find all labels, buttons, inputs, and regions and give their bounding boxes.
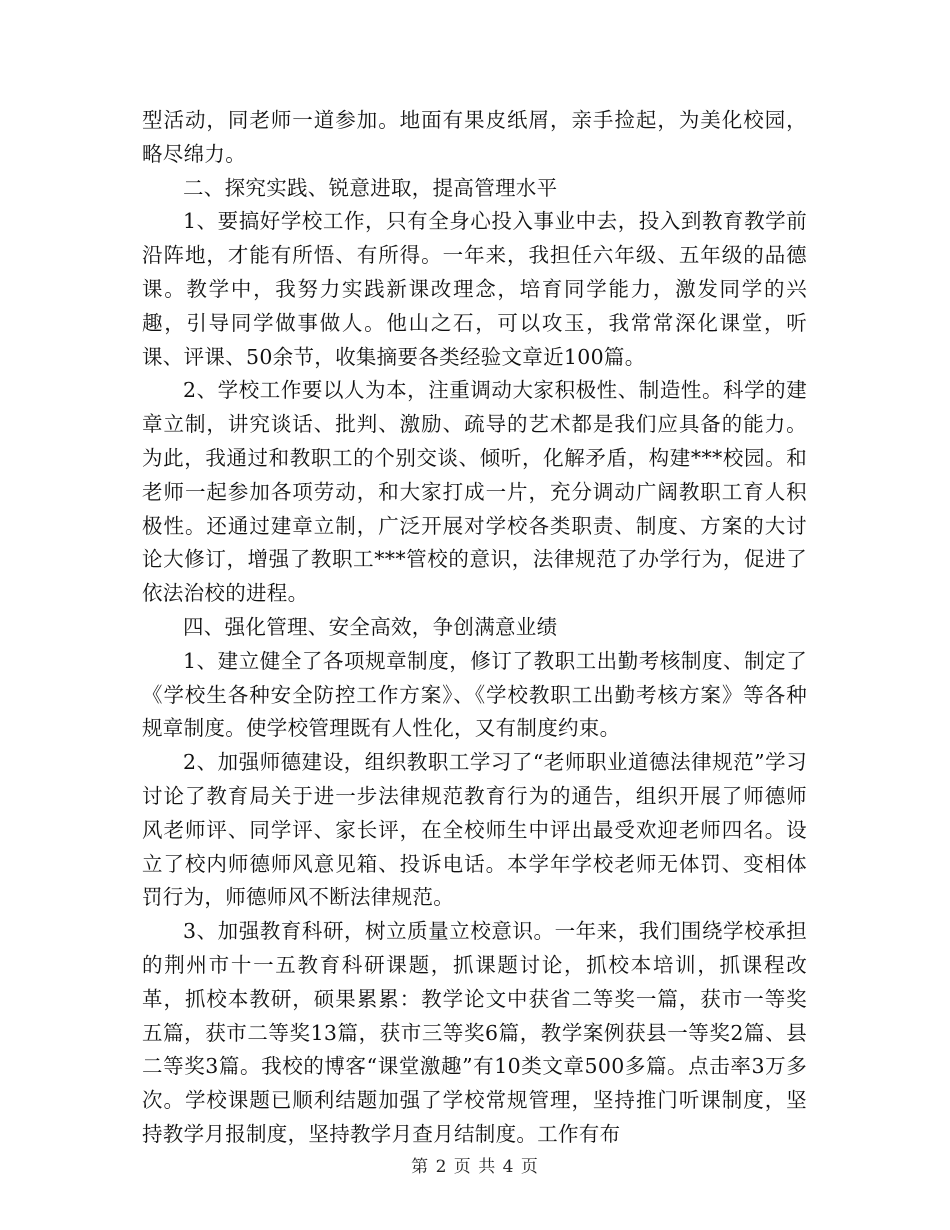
paragraph-2: 2、学校工作要以人为本，注重调动大家积极性、制造性。科学的建章立制，讲究谈话、批判、激励、疏导的艺术都是我们应具备的能力。为此，我通过和教职工的个别交谈、倾听，化解矛盾，构建***校园。和老师一起参加各项劳动，和大家打成一片，充分调动广阔教职工育人积极性。还通过建章立制，广泛开展对学校各类职责、制度、方案的大讨论大修订，增强了教职工***管校的意识，法律规范了办学行为，促进了依法治校的进程。: [142, 378, 807, 606]
document-body: [142, 104, 807, 1152]
section-heading-4: 四、强化管理、安全高效，争创满意业绩: [183, 614, 558, 639]
paragraph-continuation: 型活动，同老师一道参加。地面有果皮纸屑，亲手捡起，为美化校园，略尽绵力。: [142, 108, 807, 166]
paragraph-1: 1、要搞好学校工作，只有全身心投入事业中去，投入到教育教学前沿阵地，才能有所悟、有所得。一年来，我担任六年级、五年级的品德课。教学中，我努力实践新课改理念，培育同学能力，激发同学的兴趣，引导同学做事做人。他山之石，可以攻玉，我常常深化课堂，听课、评课、50余节，收集摘要各类经验文章近100篇。: [142, 209, 807, 369]
paragraph-3: 1、建立健全了各项规章制度，修订了教职工出勤考核制度、制定了《学校生各种安全防控工作方案》、《学校教职工出勤考核方案》等各种规章制度。使学校管理既有人性化，又有制度约束。: [142, 648, 807, 741]
paragraph-4: 2、加强师德建设，组织教职工学习了“老师职业道德法律规范”学习讨论了教育局关于进一步法律规范教育行为的通告，组织开展了师德师风老师评、同学评、家长评，在全校师生中评出最受欢迎老师四名。设立了校内师德师风意见箱、投诉电话。本学年学校老师无体罚、变相体罚行为，师德师风不断法律规范。: [142, 750, 807, 910]
page-footer: 第 2 页 共 4 页: [411, 1157, 539, 1177]
paragraph-5: 3、加强教育科研，树立质量立校意识。一年来，我们围绕学校承担的荆州市十一五教育科研课题，抓课题讨论，抓校本培训，抓课程改革，抓校本教研，硕果累累：教学论文中获省二等奖一篇，获市一等奖五篇，获市二等奖13篇，获市三等奖6篇，教学案例获县一等奖2篇、县二等奖3篇。我校的博客“课堂激趣”有10类文章500多篇。点击率3万多次。学校课题已顺利结题加强了学校常规管理，坚持推门听课制度，坚持教学月报制度，坚持教学月查月结制度。工作有布: [142, 919, 807, 1146]
section-heading-2: 二、探究实践、锐意进取，提高管理水平: [183, 175, 558, 200]
